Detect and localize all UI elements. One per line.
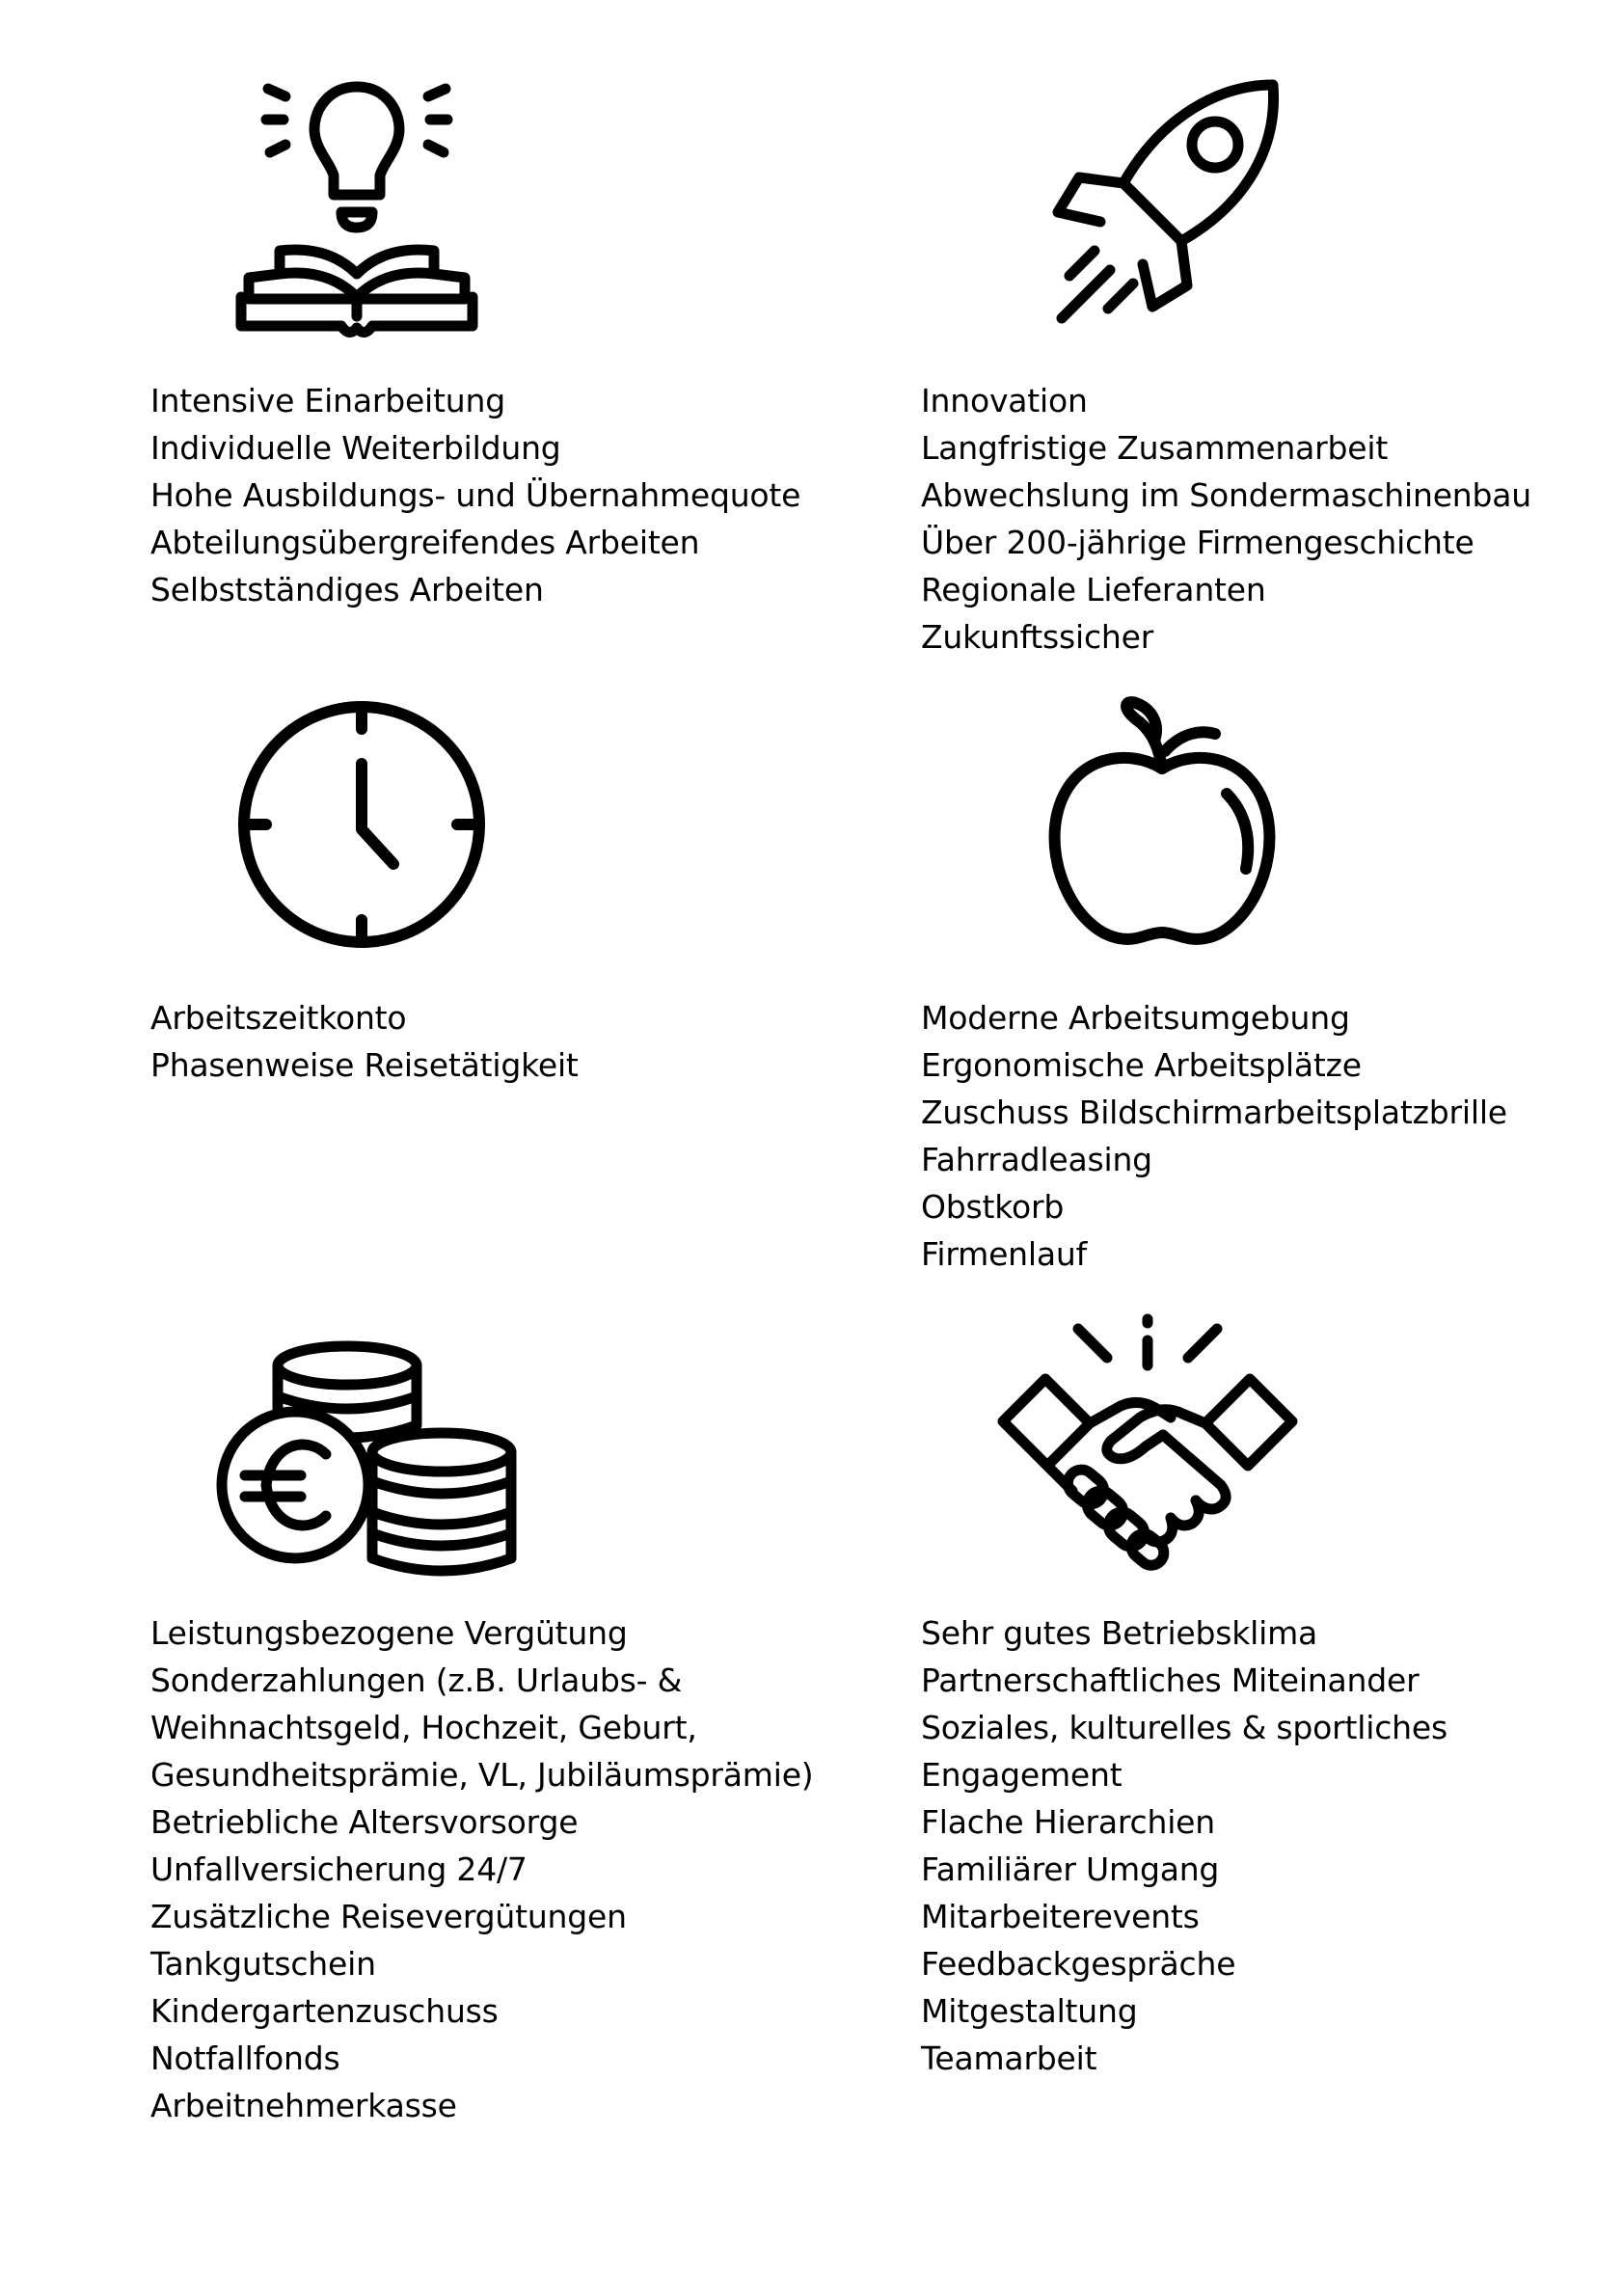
rocket-icon xyxy=(1017,77,1287,338)
list-item: Flache Hierarchien xyxy=(921,1803,1215,1841)
benefit-list-innovation xyxy=(921,377,1531,661)
list-item: Unfallversicherung 24/7 xyxy=(150,1850,527,1888)
list-item: Notfallfonds xyxy=(150,2039,340,2077)
benefit-list-compensation xyxy=(150,1609,813,2129)
benefit-list-time xyxy=(150,994,579,1089)
list-item: Kindergartenzuschuss xyxy=(150,1992,499,2030)
lightbulb-book-icon xyxy=(222,75,492,336)
list-item: Ergonomische Arbeitsplätze xyxy=(921,1046,1362,1084)
list-item: Individuelle Weiterbildung xyxy=(150,429,561,467)
list-item: Phasenweise Reisetätigkeit xyxy=(150,1046,579,1084)
handshake-icon xyxy=(993,1311,1302,1606)
apple-icon xyxy=(1032,699,1292,950)
list-item: Abteilungsübergreifendes Arbeiten xyxy=(150,524,700,561)
list-item: Obstkorb xyxy=(921,1188,1065,1226)
benefit-list-development xyxy=(150,377,800,613)
list-item: Sonderzahlungen (z.B. Urlaubs- & xyxy=(150,1661,683,1699)
list-item: Mitgestaltung xyxy=(921,1992,1138,2030)
list-item: Über 200-jährige Firmengeschichte xyxy=(921,524,1474,561)
list-item: Intensive Einarbeitung xyxy=(150,382,505,419)
list-item: Abwechslung im Sondermaschinenbau xyxy=(921,476,1532,514)
list-item: Firmenlauf xyxy=(921,1235,1088,1273)
list-item: Innovation xyxy=(921,382,1088,419)
list-item: Arbeitnehmerkasse xyxy=(150,2087,457,2124)
euro-coins-icon xyxy=(203,1340,521,1577)
list-item: Hohe Ausbildungs- und Übernahmequote xyxy=(150,476,801,514)
benefit-list-health xyxy=(921,994,1507,1278)
list-item: Moderne Arbeitsumgebung xyxy=(921,999,1350,1037)
list-item: Teamarbeit xyxy=(921,2039,1097,2077)
list-item: Tankgutschein xyxy=(150,1945,376,1983)
list-item: Sehr gutes Betriebsklima xyxy=(921,1614,1318,1652)
list-item: Zuschuss Bildschirmarbeitsplatzbrille xyxy=(921,1094,1507,1131)
clock-icon xyxy=(231,694,492,955)
list-item: Soziales, kulturelles & sportliches xyxy=(921,1709,1447,1746)
list-item: Arbeitszeitkonto xyxy=(150,999,407,1037)
list-item: Fahrradleasing xyxy=(921,1141,1152,1178)
list-item: Engagement xyxy=(921,1756,1123,1794)
list-item: Regionale Lieferanten xyxy=(921,571,1266,608)
list-item: Mitarbeiterevents xyxy=(921,1898,1200,1935)
list-item: Leistungsbezogene Vergütung xyxy=(150,1614,628,1652)
list-item: Zukunftssicher xyxy=(921,618,1154,656)
list-item: Betriebliche Altersvorsorge xyxy=(150,1803,579,1841)
list-item: Feedbackgespräche xyxy=(921,1945,1236,1983)
list-item: Selbstständiges Arbeiten xyxy=(150,571,544,608)
list-item: Langfristige Zusammenarbeit xyxy=(921,429,1389,467)
benefit-list-team xyxy=(921,1609,1447,2082)
list-item: Weihnachtsgeld, Hochzeit, Geburt, xyxy=(150,1709,697,1746)
list-item: Partnerschaftliches Miteinander xyxy=(921,1661,1420,1699)
list-item: Zusätzliche Reisevergütungen xyxy=(150,1898,627,1935)
list-item: Familiärer Umgang xyxy=(921,1850,1220,1888)
list-item: Gesundheitsprämie, VL, Jubiläumsprämie) xyxy=(150,1756,814,1794)
